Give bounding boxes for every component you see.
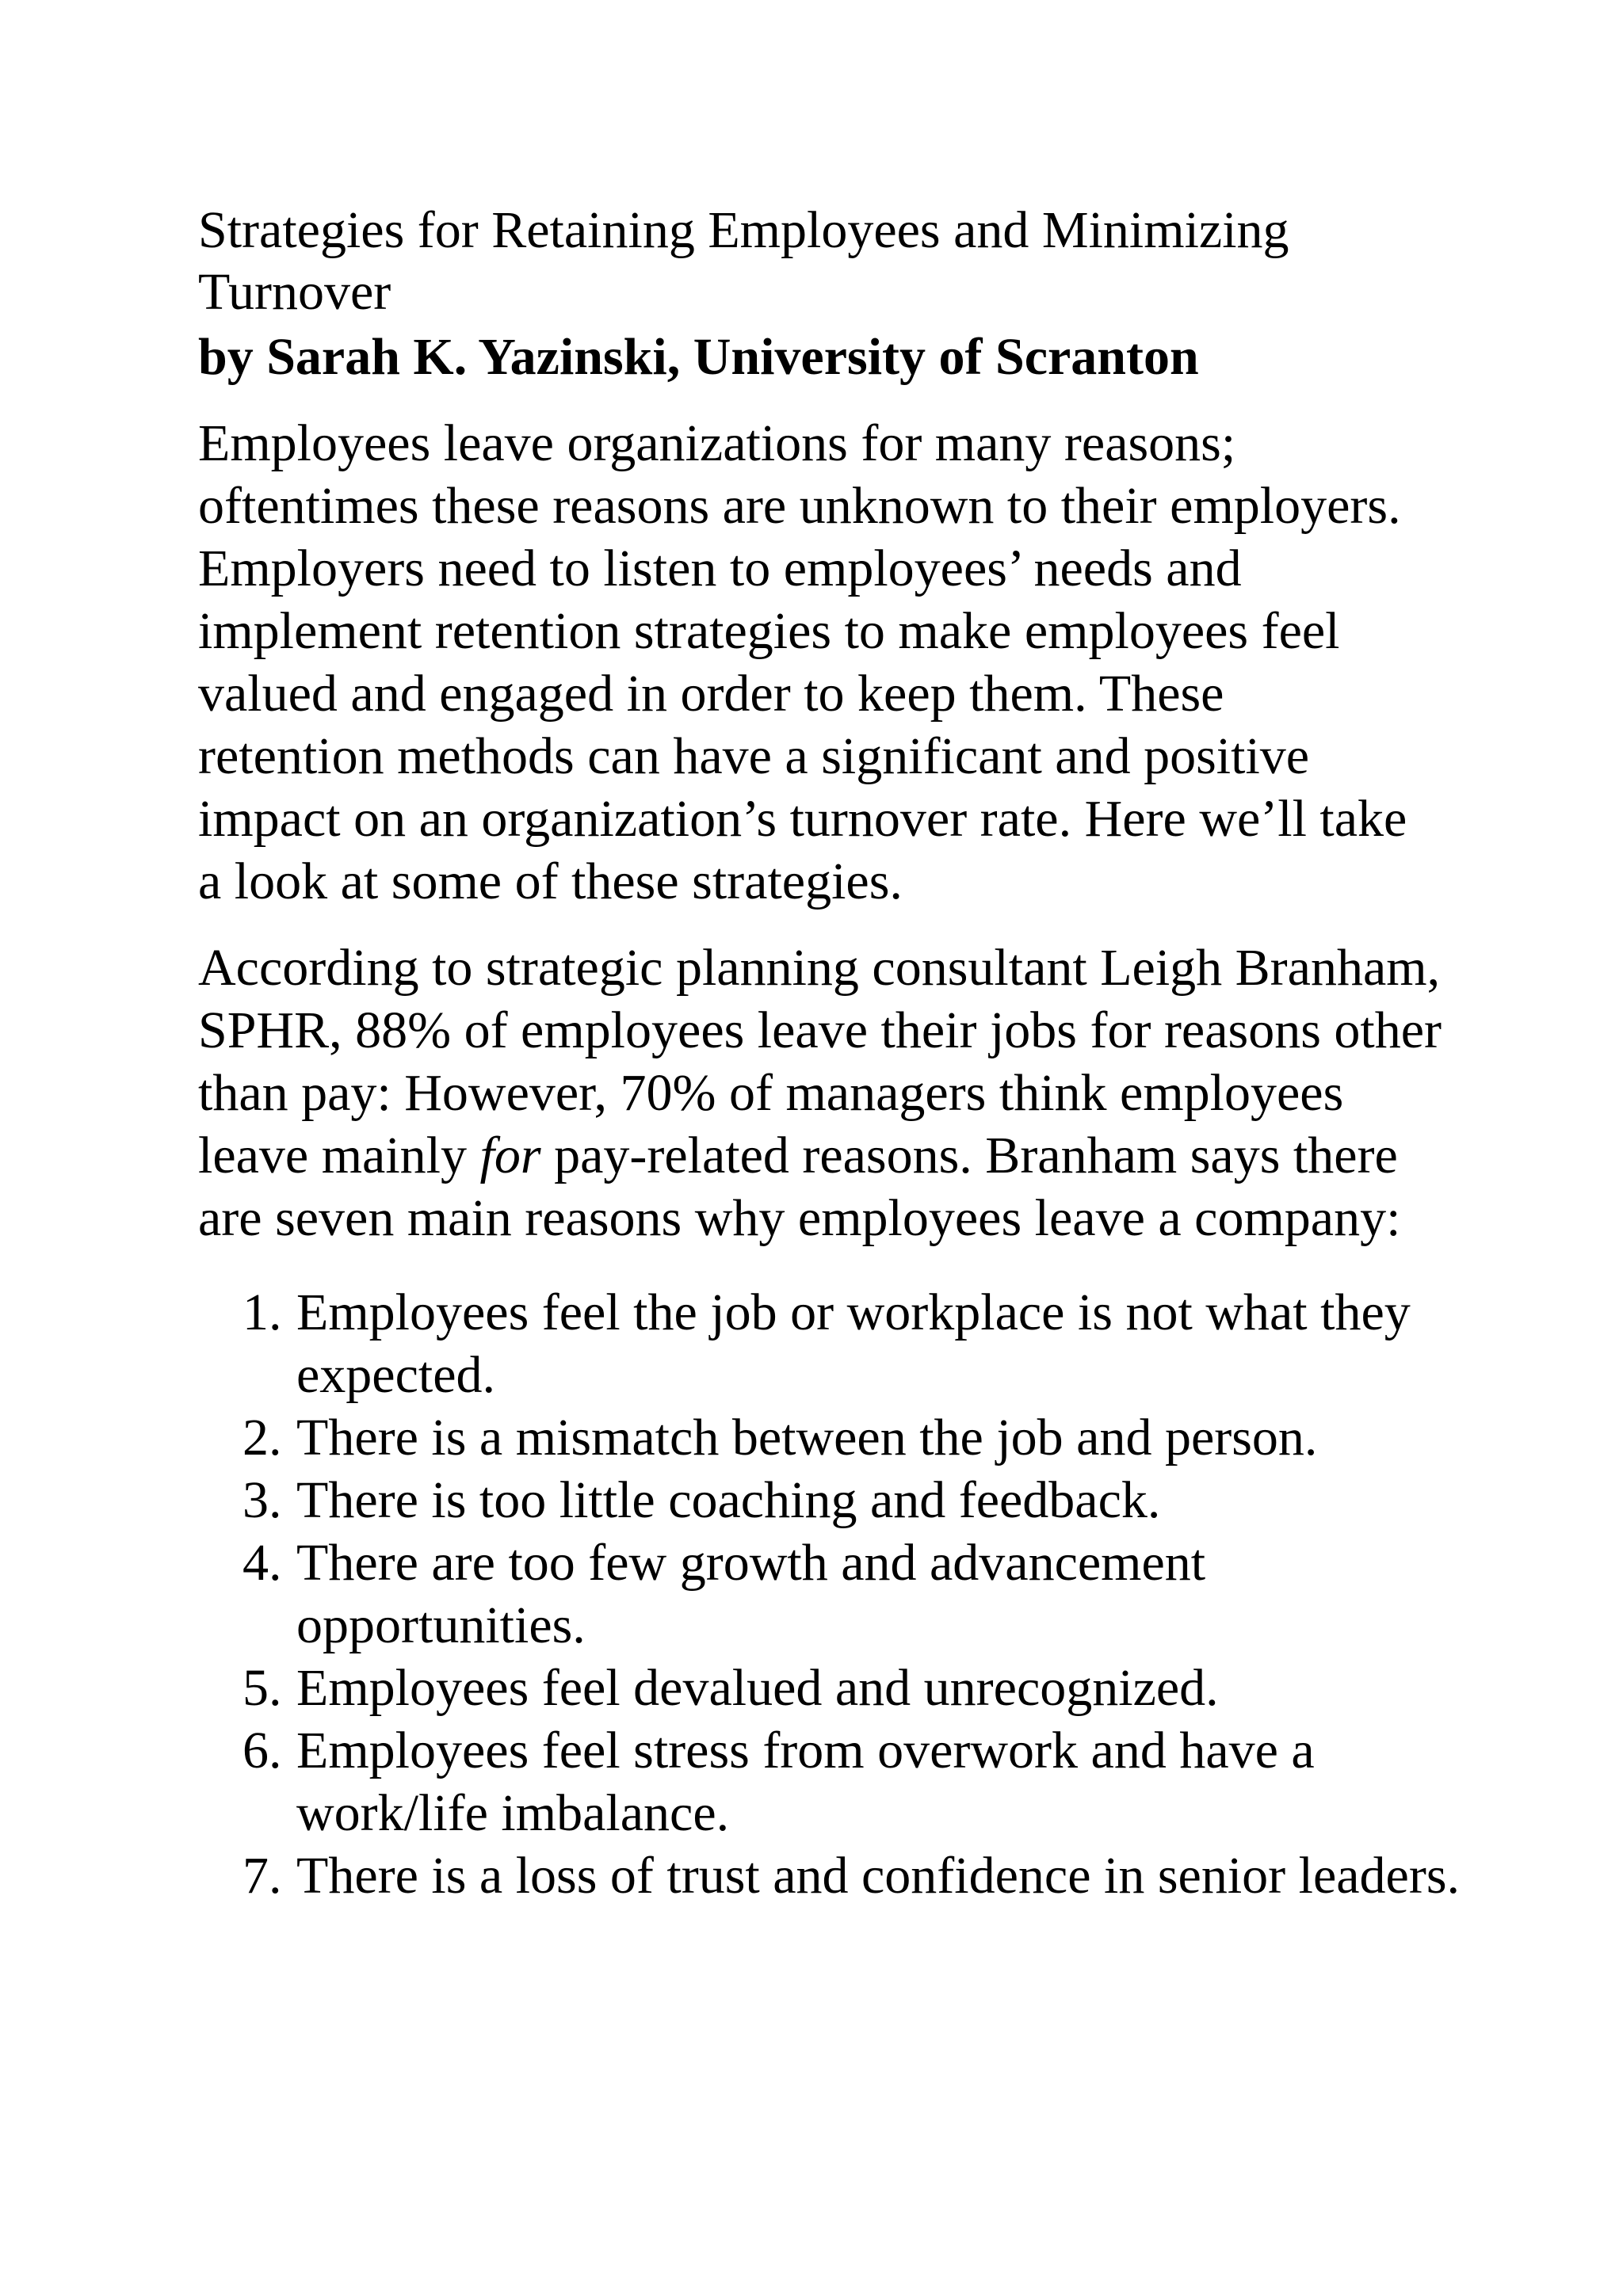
list-item-number: 4. <box>242 1534 282 1592</box>
list-item-number: 1. <box>242 1283 282 1341</box>
list-item-text: Employees feel devalued and unrecognized. <box>296 1659 1219 1717</box>
list-item-text: There are too few growth and advancement opportunities. <box>296 1534 1206 1654</box>
author-byline: by Sarah K. Yazinski, University of Scranton <box>198 328 1199 386</box>
list-item <box>198 1844 1469 1907</box>
list-item <box>198 1406 1469 1469</box>
list-item-text: There is a mismatch between the job and person. <box>296 1409 1318 1466</box>
list-item-number: 2. <box>242 1409 282 1466</box>
list-item-number: 6. <box>242 1722 282 1779</box>
document-body <box>198 200 1461 1907</box>
list-item <box>198 1719 1469 1844</box>
emphasis-for: for <box>479 1127 541 1184</box>
list-item-text: There is a loss of trust and confidence in senior leaders. <box>296 1847 1461 1905</box>
intro-paragraph: Employees leave organizations for many reasons; oftentimes these reasons are unknown to their employers. Employers need to listen to employees’ needs and implement retention strategies to make employees feel valued and engaged in order to keep them. These retention methods can have a significant and positive impact on an organization’s turnover rate. Here we’ll take a look at some of these strategies. <box>198 414 1407 910</box>
branham-text-before: According to strategic planning consultant Leigh Branham, SPHR, 88% of employees leave their jobs for reasons other than pay: However, 70% of managers think employees leave mainly <box>198 939 1442 1184</box>
list-item-text: Employees feel stress from overwork and have a work/life imbalance. <box>296 1722 1315 1842</box>
list-item-number: 5. <box>242 1659 282 1717</box>
list-item-text: There is too little coaching and feedback. <box>296 1471 1161 1529</box>
branham-paragraph <box>198 936 1466 1249</box>
list-item <box>198 1469 1469 1531</box>
list-item <box>198 1281 1469 1406</box>
reasons-list <box>198 1281 1461 1907</box>
list-item-number: 7. <box>242 1847 282 1905</box>
list-item-number: 3. <box>242 1471 282 1529</box>
list-item-text: Employees feel the job or workplace is not what they expected. <box>296 1283 1411 1404</box>
list-item <box>198 1531 1469 1657</box>
branham-text-after: pay-related reasons. Branham says there are seven main reasons why employees leave a company: <box>198 1127 1401 1247</box>
document-title: Strategies for Retaining Employees and Minimizing Turnover <box>198 201 1289 321</box>
list-item <box>198 1657 1469 1719</box>
